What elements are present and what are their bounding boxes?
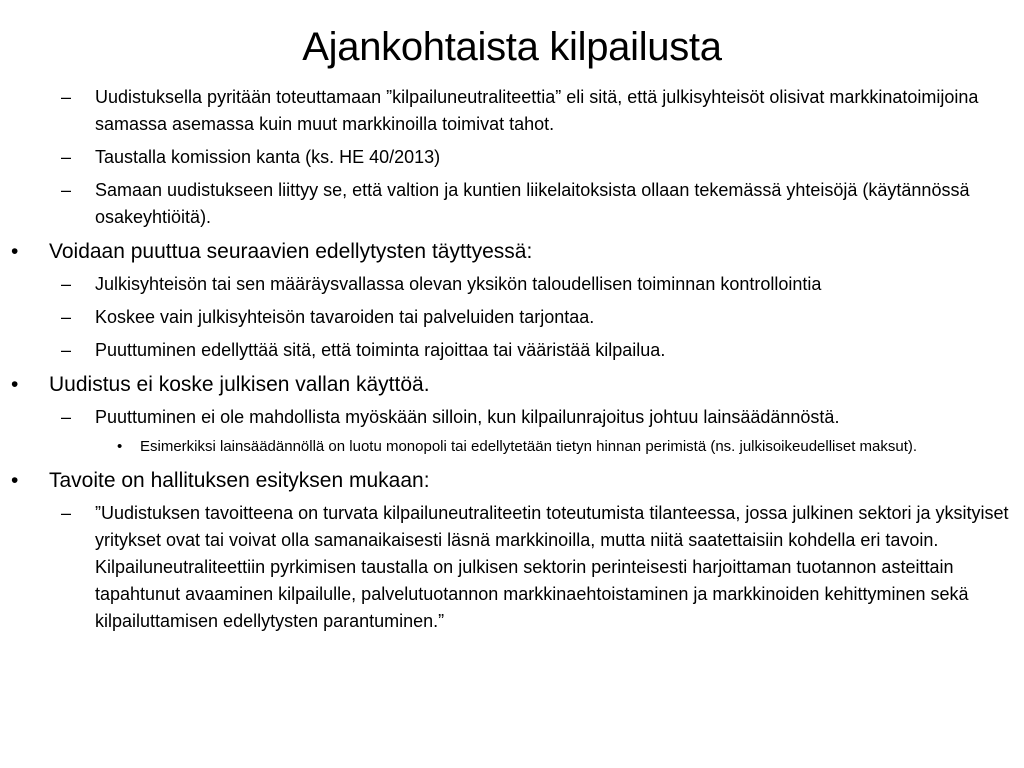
- list-item: [61, 84, 1015, 138]
- slide-title: Ajankohtaista kilpailusta: [302, 25, 722, 69]
- bullet-marker: •: [11, 240, 19, 263]
- item-text: ”Uudistuksen tavoitteena on turvata kilpailuneutraliteetin toteutumista tilanteessa, jossa julkinen sektori ja yksityiset yritykset ovat tai voivat olla samanaikaisesti läsnä markkinoilla, mutta niitä saatettaisiin kohdella eri tavoin. Kilpailuneutraliteettiin pyrkimisen taustalla on julkisen sektorin perinteisesti harjoittaman tuotannon asteittain tapahtunut avaaminen kilpailulle, palvelutuotannon markkinaehtoistaminen ja markkinoiden kehittyminen sekä kilpailuttamisen edellytysten parantuminen.”: [95, 503, 1009, 631]
- dash-marker: –: [61, 147, 72, 167]
- item-text: Taustalla komission kanta (ks. HE 40/2013): [95, 147, 441, 167]
- item-text: Voidaan puuttua seuraavien edellytysten täyttyessä:: [49, 240, 533, 263]
- list-item: [61, 177, 1015, 231]
- bullet-marker: •: [11, 469, 19, 492]
- list-item: [61, 337, 1015, 364]
- bullet-marker: •: [117, 438, 123, 455]
- list-item: [11, 239, 1014, 265]
- dash-marker: –: [61, 180, 72, 200]
- item-text: Koskee vain julkisyhteisön tavaroiden tai palveluiden tarjontaa.: [95, 307, 595, 327]
- list-item: [61, 304, 1015, 331]
- item-text: Esimerkiksi lainsäädännöllä on luotu monopoli tai edellytetään tietyn hinnan perimistä (ns. julkisoikeudelliset maksut).: [140, 438, 918, 455]
- dash-marker: –: [61, 274, 72, 294]
- item-text: Julkisyhteisön tai sen määräysvallassa olevan yksikön taloudellisen toiminnan kontrollointia: [95, 274, 822, 294]
- dash-marker: –: [61, 503, 72, 523]
- item-text: Tavoite on hallituksen esityksen mukaan:: [49, 469, 430, 492]
- dash-marker: –: [61, 307, 72, 327]
- list-item: [61, 144, 1015, 171]
- item-text: Puuttuminen edellyttää sitä, että toiminta rajoittaa tai vääristää kilpailua.: [95, 340, 666, 360]
- item-text: Uudistuksella pyritään toteuttamaan ”kilpailuneutraliteettia” eli sitä, että julkisyhteisöt olisivat markkinatoimijoina samassa asemassa kuin muut markkinoilla toimivat tahot.: [95, 87, 979, 134]
- list-item: [11, 468, 1014, 494]
- list-item: [61, 404, 1015, 431]
- item-text: Puuttuminen ei ole mahdollista myöskään silloin, kun kilpailunrajoitus johtuu lainsäädännöstä.: [95, 407, 840, 427]
- item-text: Samaan uudistukseen liittyy se, että valtion ja kuntien liikelaitoksista ollaan tekemässä yhteisöjä (käytännössä osakeyhtiöitä).: [95, 180, 970, 227]
- dash-marker: –: [61, 87, 72, 107]
- list-item: [61, 271, 1015, 298]
- item-text: Uudistus ei koske julkisen vallan käyttöä.: [49, 373, 430, 396]
- dash-marker: –: [61, 340, 72, 360]
- slide-body: [0, 84, 1024, 635]
- list-item: [117, 435, 1000, 458]
- bullet-marker: •: [11, 373, 19, 396]
- dash-marker: –: [61, 407, 72, 427]
- list-item: [11, 372, 1014, 398]
- list-item: [61, 500, 1015, 635]
